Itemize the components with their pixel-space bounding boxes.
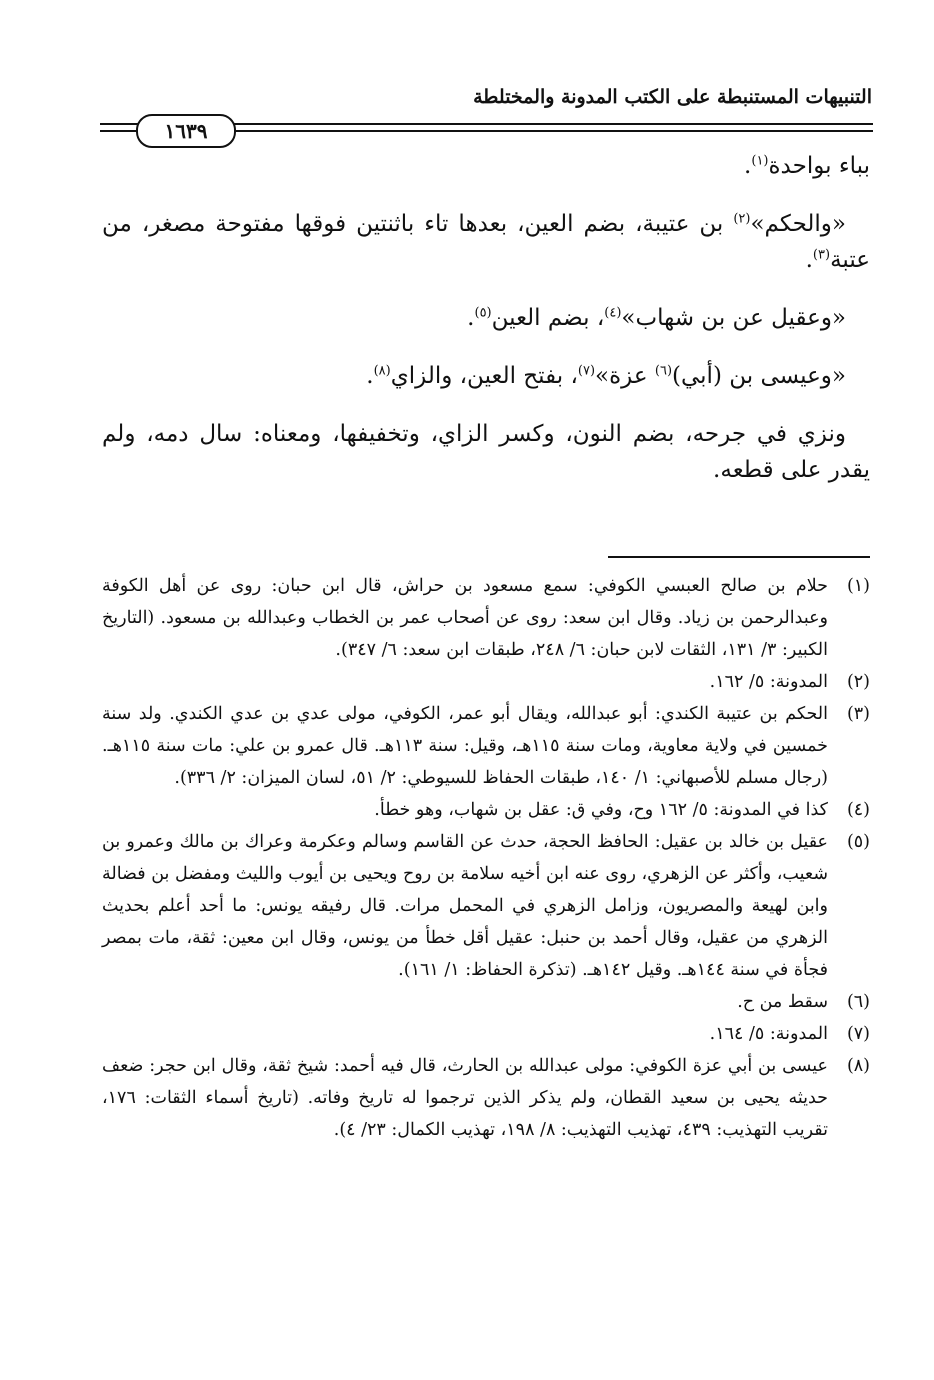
paragraph-4-text: ، بفتح العين، والزاي — [390, 363, 578, 389]
running-header-title: التنبيهات المستنبطة على الكتب المدونة والمختلطة — [473, 86, 872, 108]
footnote-ref-6: (٦) — [654, 363, 673, 379]
footnote-text: المدونة: ٥/ ١٦٤. — [709, 1024, 828, 1044]
footnote-number: (٥) — [846, 832, 870, 852]
paragraph-1-text: بباء بواحدة — [768, 153, 870, 179]
footnote — [102, 666, 870, 698]
footnote-text: عيسى بن أبي عزة الكوفي: مولى عبدالله بن الحارث، قال فيه أحمد: شيخ ثقة، وقال ابن حجر: ضعف حديثه يحيى بن سعيد القطان، ولم يذكر الذين ترجموا له تاريخ وفاته. (تاريخ أسماء الثقات: ١٧٦، تقريب التهذيب: ٤٣٩، تهذيب التهذيب: ٨/ ١٩٨، تهذيب الكمال: ٢٣/ ٤). — [102, 1056, 828, 1140]
footnote — [102, 1018, 870, 1050]
paragraph-3-text: ، بضم العين — [491, 305, 605, 331]
footnote-number: (٧) — [846, 1024, 870, 1044]
paragraph-5 — [102, 416, 870, 488]
footnote-text: سقط من ح. — [737, 992, 828, 1012]
paragraph-2 — [102, 206, 870, 278]
footnote — [102, 794, 870, 826]
footnote — [102, 986, 870, 1018]
footnote-number: (٢) — [846, 672, 870, 692]
paragraph-1 — [102, 148, 870, 184]
footnote-ref-1: (١) — [751, 153, 769, 169]
footnote — [102, 570, 870, 666]
paragraph-4-term: «وعيسى بن (أبي) — [672, 363, 846, 389]
paragraph-3-end: . — [467, 305, 475, 331]
paragraph-4-end: . — [366, 363, 374, 389]
footnote-separator — [608, 556, 870, 558]
footnote-text: الحكم بن عتيبة الكندي: أبو عبدالله، ويقال أبو عمر، الكوفي، مولى عدي بن عدي الكندي. ولد سنة خمسين في ولاية معاوية، ومات سنة ١١٥هـ، وقيل: سنة ١١٣هـ. قال عمرو بن علي: مات سنة ١١٥هـ. (رجال مسلم للأصبهاني: ١/ ١٤٠، طبقات الحفاظ للسيوطي: ٢/ ٥١، لسان الميزان: ٢/ ٣٣٦). — [102, 704, 828, 788]
footnote-text: حلام بن صالح العبسي الكوفي: سمع مسعود بن حراش، قال ابن حبان: روى عن أهل الكوفة وعبدالرحمن بن زياد. وقال ابن سعد: روى عن أصحاب عمر بن الخطاب وعبدالله بن مسعود. (التاريخ الكبير: ٣/ ١٣١، الثقات لابن حبان: ٦/ ٢٤٨، طبقات ابن سعد: ٦/ ٣٤٧). — [102, 576, 828, 660]
footnote-ref-8: (٨) — [373, 363, 391, 379]
footnote-number: (١) — [846, 576, 870, 596]
footnote — [102, 698, 870, 794]
footnote-number: (٤) — [846, 800, 870, 820]
paragraph-3-term: «وعقيل عن بن شهاب» — [621, 305, 846, 331]
footnote-ref-7: (٧) — [577, 363, 596, 379]
footnote-ref-4: (٤) — [604, 305, 622, 321]
main-text — [102, 148, 870, 510]
paragraph-2-term: «والحكم» — [750, 211, 846, 237]
footnote-number: (٨) — [846, 1056, 870, 1076]
page-number-badge: ١٦٣٩ — [136, 114, 236, 148]
footnotes — [102, 570, 870, 1146]
footnote — [102, 1050, 870, 1146]
footnote-number: (٦) — [846, 992, 870, 1012]
paragraph-2-text: بن عتيبة، بضم العين، بعدها تاء باثنتين فوقها مفتوحة مصغر، من عتبة — [102, 211, 870, 273]
paragraph-5-text: ونزي في جرحه، بضم النون، وكسر الزاي، وتخفيفها، ومعناه: سال دمه، ولم يقدر على قطعه. — [102, 421, 870, 483]
footnote-ref-5: (٥) — [474, 305, 492, 321]
footnote-text: عقيل بن خالد بن عقيل: الحافظ الحجة، حدث عن القاسم وسالم وعكرمة وعراك بن مالك وعمرو بن شعيب، وأكثر عن الزهري، روى عنه ابن أخيه سلامة بن روح ويحيى بن أيوب والليث ومفضل بن فضالة وابن لهيعة والمصريون، وزامل الزهري في المحمل مرات. قال رفيقه يونس: ما أحد أعلم بحديث الزهري من عقيل، وقال أحمد بن حنبل: عقيل أقل خطأ من يونس، وقال ابن معين: ثقة، مات بمصر فجأة في سنة ١٤٤هـ. وقيل ١٤٢هـ. (تذكرة الحفاظ: ١/ ١٦١). — [102, 832, 828, 980]
footnote — [102, 826, 870, 986]
footnote-number: (٣) — [846, 704, 870, 724]
footnote-ref-3: (٣) — [812, 247, 831, 263]
paragraph-4-term-end: عزة» — [595, 363, 655, 389]
paragraph-3 — [102, 300, 870, 336]
paragraph-2-end: . — [805, 247, 813, 273]
footnote-text: كذا في المدونة: ٥/ ١٦٢ وح، وفي ق: عقل بن شهاب، وهو خطأ. — [374, 800, 828, 820]
paragraph-4 — [102, 358, 870, 394]
paragraph-1-end: . — [744, 153, 752, 179]
footnote-text: المدونة: ٥/ ١٦٢. — [709, 672, 828, 692]
footnote-ref-2: (٢) — [733, 211, 751, 227]
